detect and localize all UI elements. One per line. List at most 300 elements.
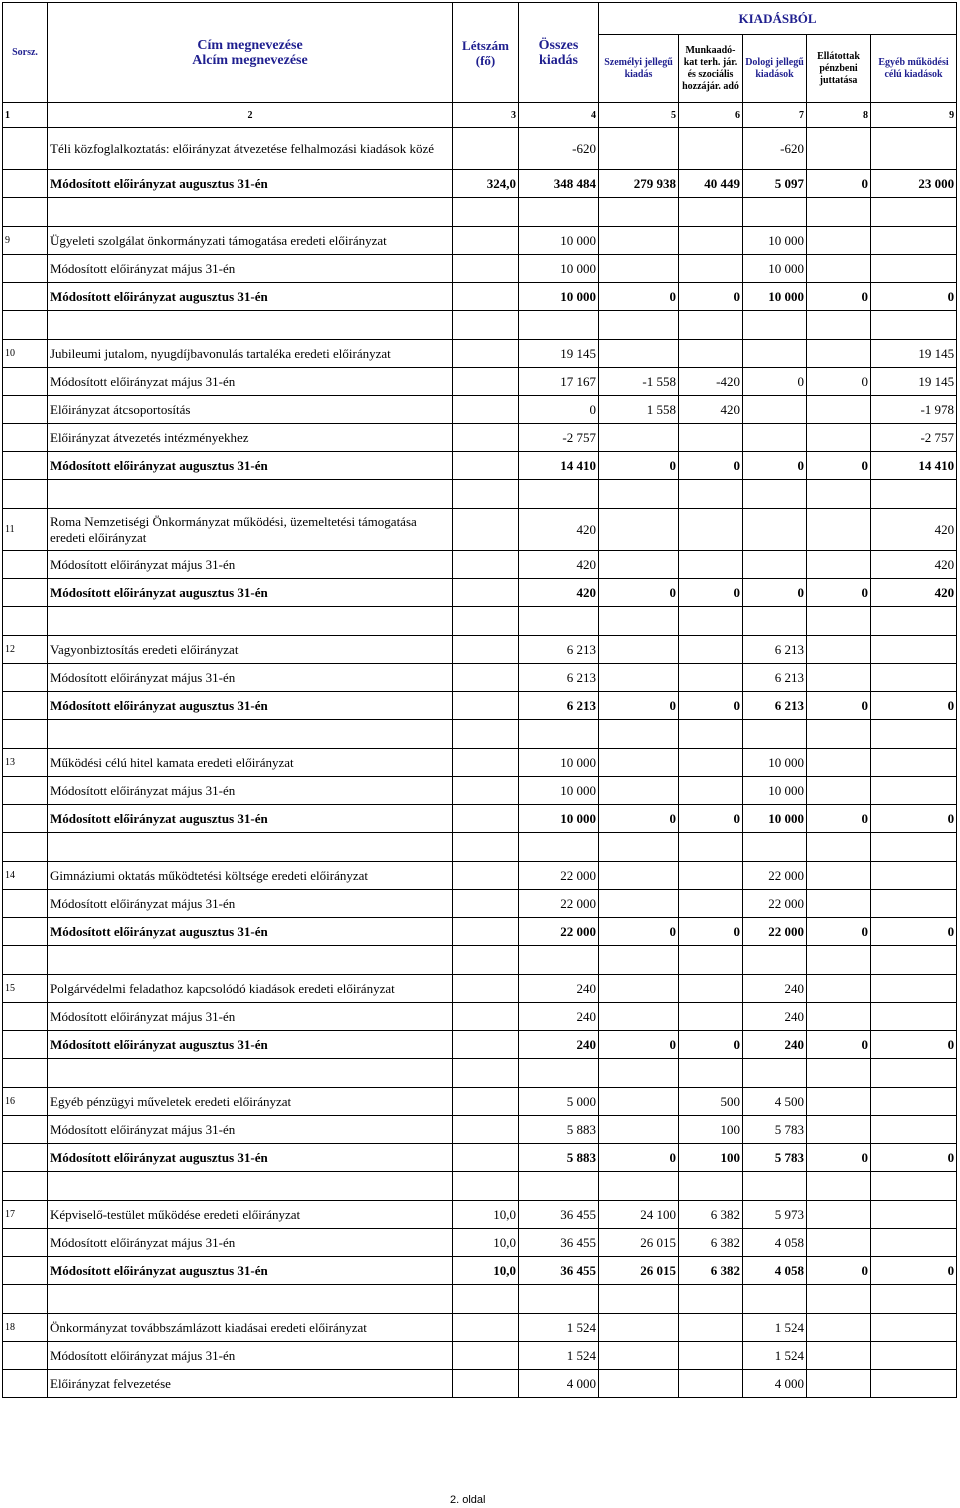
row-label: Módosított előirányzat május 31-én [48, 551, 453, 579]
empty-cell [3, 1172, 48, 1201]
sorsz-cell [3, 170, 48, 198]
empty-cell [3, 198, 48, 227]
ellatottak-cell: 0 [807, 283, 871, 311]
munkaado-cell [679, 424, 743, 452]
empty-cell [807, 1059, 871, 1088]
empty-cell [871, 1285, 957, 1314]
empty-cell [679, 720, 743, 749]
dologi-cell: 240 [743, 975, 807, 1003]
munkaado-cell: 100 [679, 1116, 743, 1144]
osszes-cell: 14 410 [519, 452, 599, 480]
dologi-cell: 5 783 [743, 1144, 807, 1172]
header-cim-line1: Cím megnevezése [197, 37, 303, 53]
szemelyi-cell: 0 [599, 805, 679, 833]
szemelyi-cell [599, 340, 679, 368]
munkaado-cell: 0 [679, 692, 743, 720]
sorsz-cell [3, 805, 48, 833]
empty-cell [599, 1172, 679, 1201]
szemelyi-cell [599, 777, 679, 805]
header-kiadasbol: KIADÁSBÓL [599, 3, 957, 35]
empty-cell [679, 198, 743, 227]
osszes-cell: 10 000 [519, 805, 599, 833]
szemelyi-cell [599, 551, 679, 579]
empty-cell [3, 946, 48, 975]
empty-cell [599, 720, 679, 749]
egyeb-cell [871, 227, 957, 255]
empty-cell [871, 833, 957, 862]
munkaado-cell [679, 1314, 743, 1342]
header-munkaado: Munkaadó-kat terh. jár. és szociális hozzájár. adó [679, 35, 743, 103]
munkaado-cell [679, 128, 743, 170]
empty-cell [519, 1172, 599, 1201]
osszes-cell: 36 455 [519, 1229, 599, 1257]
szemelyi-cell: 0 [599, 918, 679, 946]
letszam-cell [453, 509, 519, 551]
osszes-cell: 22 000 [519, 890, 599, 918]
dologi-cell: 4 058 [743, 1257, 807, 1285]
row-label: Roma Nemzetiségi Önkormányzat működési, üzemeltetési támogatása eredeti előirányzat [48, 509, 453, 551]
empty-cell [453, 1285, 519, 1314]
table-row [3, 1031, 957, 1059]
row-label: Módosított előirányzat május 31-én [48, 368, 453, 396]
row-label: Előirányzat felvezetése [48, 1370, 453, 1398]
empty-cell [48, 480, 453, 509]
munkaado-cell [679, 664, 743, 692]
col-number: 7 [743, 103, 807, 128]
header-sorsz: Sorsz. [3, 3, 48, 103]
egyeb-cell [871, 862, 957, 890]
header-letszam: Létszám (fő) [453, 3, 519, 103]
dologi-cell: 6 213 [743, 636, 807, 664]
munkaado-cell [679, 1342, 743, 1370]
spacer-row [3, 1059, 957, 1088]
letszam-cell [453, 1031, 519, 1059]
osszes-cell: 6 213 [519, 664, 599, 692]
egyeb-cell [871, 749, 957, 777]
letszam-cell [453, 551, 519, 579]
table-row [3, 396, 957, 424]
row-label: Módosított előirányzat május 31-én [48, 890, 453, 918]
row-label: Módosított előirányzat augusztus 31-én [48, 1031, 453, 1059]
row-label: Működési célú hitel kamata eredeti előirányzat [48, 749, 453, 777]
ellatottak-cell [807, 862, 871, 890]
table-row [3, 862, 957, 890]
osszes-cell: 420 [519, 579, 599, 607]
table-row [3, 227, 957, 255]
sorsz-cell [3, 890, 48, 918]
table-row [3, 551, 957, 579]
szemelyi-cell: 0 [599, 283, 679, 311]
letszam-cell: 10,0 [453, 1229, 519, 1257]
spacer-row [3, 607, 957, 636]
table-row [3, 1257, 957, 1285]
osszes-cell: 0 [519, 396, 599, 424]
osszes-cell: 5 000 [519, 1088, 599, 1116]
table-row [3, 368, 957, 396]
sorsz-cell [3, 1342, 48, 1370]
szemelyi-cell [599, 255, 679, 283]
table-row [3, 509, 957, 551]
egyeb-cell: 0 [871, 692, 957, 720]
row-label: Módosított előirányzat május 31-én [48, 1229, 453, 1257]
table-row [3, 255, 957, 283]
letszam-cell [453, 396, 519, 424]
sorsz-cell [3, 1116, 48, 1144]
egyeb-cell: 19 145 [871, 340, 957, 368]
empty-cell [519, 1059, 599, 1088]
header-ellatottak: Ellátottak pénzbeni juttatása [807, 35, 871, 103]
letszam-cell [453, 664, 519, 692]
empty-cell [743, 946, 807, 975]
empty-cell [519, 1285, 599, 1314]
osszes-cell: 5 883 [519, 1116, 599, 1144]
budget-table [2, 2, 957, 1398]
osszes-cell: 6 213 [519, 692, 599, 720]
empty-cell [3, 1285, 48, 1314]
col-number: 8 [807, 103, 871, 128]
empty-cell [453, 946, 519, 975]
dologi-cell: 4 500 [743, 1088, 807, 1116]
munkaado-cell: 500 [679, 1088, 743, 1116]
osszes-cell: 420 [519, 551, 599, 579]
letszam-cell [453, 749, 519, 777]
dologi-cell: 10 000 [743, 805, 807, 833]
dologi-cell [743, 551, 807, 579]
empty-cell [48, 311, 453, 340]
sorsz-cell [3, 1003, 48, 1031]
ellatottak-cell [807, 749, 871, 777]
szemelyi-cell [599, 890, 679, 918]
empty-cell [679, 607, 743, 636]
row-label: Módosított előirányzat augusztus 31-én [48, 452, 453, 480]
row-label: Módosított előirányzat május 31-én [48, 1342, 453, 1370]
header-row-top [3, 3, 957, 35]
letszam-cell [453, 636, 519, 664]
dologi-cell: 240 [743, 1003, 807, 1031]
letszam-cell [453, 1342, 519, 1370]
osszes-cell: 240 [519, 975, 599, 1003]
table-row [3, 1370, 957, 1398]
ellatottak-cell [807, 1342, 871, 1370]
egyeb-cell: 420 [871, 579, 957, 607]
egyeb-cell: 0 [871, 1144, 957, 1172]
row-label: Módosított előirányzat augusztus 31-én [48, 692, 453, 720]
sorsz-cell [3, 396, 48, 424]
ellatottak-cell [807, 227, 871, 255]
ellatottak-cell: 0 [807, 805, 871, 833]
osszes-cell: -2 757 [519, 424, 599, 452]
empty-cell [3, 1059, 48, 1088]
letszam-cell [453, 777, 519, 805]
empty-cell [599, 480, 679, 509]
empty-cell [599, 1285, 679, 1314]
letszam-cell [453, 1116, 519, 1144]
empty-cell [48, 946, 453, 975]
empty-cell [453, 198, 519, 227]
szemelyi-cell [599, 128, 679, 170]
col-number: 4 [519, 103, 599, 128]
ellatottak-cell [807, 509, 871, 551]
empty-cell [679, 1059, 743, 1088]
table-row [3, 636, 957, 664]
row-label: Módosított előirányzat május 31-én [48, 255, 453, 283]
egyeb-cell: 19 145 [871, 368, 957, 396]
letszam-cell [453, 255, 519, 283]
letszam-cell [453, 975, 519, 1003]
dologi-cell: 4 058 [743, 1229, 807, 1257]
osszes-cell: 4 000 [519, 1370, 599, 1398]
empty-cell [807, 311, 871, 340]
letszam-cell: 10,0 [453, 1257, 519, 1285]
szemelyi-cell [599, 664, 679, 692]
ellatottak-cell: 0 [807, 1144, 871, 1172]
table-row [3, 777, 957, 805]
szemelyi-cell [599, 1342, 679, 1370]
szemelyi-cell: 26 015 [599, 1257, 679, 1285]
egyeb-cell [871, 777, 957, 805]
dologi-cell: 1 524 [743, 1314, 807, 1342]
empty-cell [3, 833, 48, 862]
col-number: 6 [679, 103, 743, 128]
munkaado-cell: 100 [679, 1144, 743, 1172]
ellatottak-cell [807, 1088, 871, 1116]
ellatottak-cell [807, 424, 871, 452]
ellatottak-cell: 0 [807, 452, 871, 480]
ellatottak-cell: 0 [807, 368, 871, 396]
letszam-cell [453, 918, 519, 946]
munkaado-cell [679, 777, 743, 805]
szemelyi-cell: 0 [599, 452, 679, 480]
empty-cell [807, 833, 871, 862]
empty-cell [871, 311, 957, 340]
ellatottak-cell [807, 1229, 871, 1257]
munkaado-cell: 6 382 [679, 1229, 743, 1257]
ellatottak-cell: 0 [807, 1257, 871, 1285]
empty-cell [743, 311, 807, 340]
sorsz-cell [3, 579, 48, 607]
ellatottak-cell [807, 1003, 871, 1031]
empty-cell [807, 480, 871, 509]
letszam-cell [453, 890, 519, 918]
osszes-cell: 36 455 [519, 1201, 599, 1229]
empty-cell [743, 720, 807, 749]
dologi-cell: 0 [743, 579, 807, 607]
munkaado-cell [679, 227, 743, 255]
dologi-cell: 10 000 [743, 777, 807, 805]
empty-cell [807, 607, 871, 636]
dologi-cell: 5 097 [743, 170, 807, 198]
empty-cell [453, 1059, 519, 1088]
column-number-row [3, 103, 957, 128]
munkaado-cell [679, 551, 743, 579]
table-row [3, 805, 957, 833]
letszam-cell [453, 862, 519, 890]
szemelyi-cell: 0 [599, 579, 679, 607]
spacer-row [3, 1172, 957, 1201]
dologi-cell: 1 524 [743, 1342, 807, 1370]
szemelyi-cell: 26 015 [599, 1229, 679, 1257]
empty-cell [679, 1172, 743, 1201]
dologi-cell [743, 396, 807, 424]
row-label: Módosított előirányzat május 31-én [48, 664, 453, 692]
empty-cell [48, 607, 453, 636]
empty-cell [743, 1285, 807, 1314]
row-label: Előirányzat átvezetés intézményekhez [48, 424, 453, 452]
ellatottak-cell [807, 636, 871, 664]
empty-cell [599, 1059, 679, 1088]
letszam-cell [453, 1003, 519, 1031]
sorsz-cell: 17 [3, 1201, 48, 1229]
egyeb-cell: 23 000 [871, 170, 957, 198]
table-row [3, 170, 957, 198]
munkaado-cell [679, 749, 743, 777]
ellatottak-cell [807, 664, 871, 692]
empty-cell [871, 720, 957, 749]
letszam-cell [453, 1144, 519, 1172]
empty-cell [743, 480, 807, 509]
osszes-cell: 17 167 [519, 368, 599, 396]
row-label: Előirányzat átcsoportosítás [48, 396, 453, 424]
egyeb-cell [871, 1088, 957, 1116]
table-row [3, 664, 957, 692]
dologi-cell: 240 [743, 1031, 807, 1059]
empty-cell [679, 480, 743, 509]
empty-cell [453, 833, 519, 862]
dologi-cell: 0 [743, 452, 807, 480]
letszam-cell [453, 424, 519, 452]
dologi-cell: 10 000 [743, 227, 807, 255]
header-dologi: Dologi jellegű kiadások [743, 35, 807, 103]
dologi-cell: 10 000 [743, 255, 807, 283]
szemelyi-cell [599, 1088, 679, 1116]
szemelyi-cell [599, 424, 679, 452]
egyeb-cell: -2 757 [871, 424, 957, 452]
empty-cell [453, 607, 519, 636]
egyeb-cell [871, 975, 957, 1003]
spacer-row [3, 1285, 957, 1314]
egyeb-cell: 0 [871, 1257, 957, 1285]
sorsz-cell [3, 1229, 48, 1257]
sorsz-cell: 14 [3, 862, 48, 890]
col-number: 5 [599, 103, 679, 128]
spacer-row [3, 946, 957, 975]
sorsz-cell [3, 424, 48, 452]
empty-cell [599, 833, 679, 862]
munkaado-cell: 0 [679, 805, 743, 833]
empty-cell [743, 1172, 807, 1201]
ellatottak-cell: 0 [807, 579, 871, 607]
szemelyi-cell: 1 558 [599, 396, 679, 424]
sorsz-cell [3, 452, 48, 480]
sorsz-cell: 12 [3, 636, 48, 664]
osszes-cell: 10 000 [519, 283, 599, 311]
empty-cell [48, 1285, 453, 1314]
munkaado-cell: 6 382 [679, 1257, 743, 1285]
empty-cell [3, 480, 48, 509]
sorsz-cell [3, 368, 48, 396]
osszes-cell: 36 455 [519, 1257, 599, 1285]
letszam-cell [453, 692, 519, 720]
table-row [3, 1116, 957, 1144]
sorsz-cell [3, 1257, 48, 1285]
dologi-cell: 6 213 [743, 664, 807, 692]
empty-cell [743, 607, 807, 636]
szemelyi-cell [599, 975, 679, 1003]
row-label: Gimnáziumi oktatás működtetési költsége eredeti előirányzat [48, 862, 453, 890]
sorsz-cell: 9 [3, 227, 48, 255]
munkaado-cell [679, 975, 743, 1003]
osszes-cell: 1 524 [519, 1342, 599, 1370]
dologi-cell: 10 000 [743, 283, 807, 311]
table-row [3, 579, 957, 607]
dologi-cell: 0 [743, 368, 807, 396]
osszes-cell: 22 000 [519, 862, 599, 890]
letszam-cell: 324,0 [453, 170, 519, 198]
dologi-cell: 10 000 [743, 749, 807, 777]
letszam-cell [453, 579, 519, 607]
table-row [3, 283, 957, 311]
table-row [3, 1342, 957, 1370]
szemelyi-cell: 279 938 [599, 170, 679, 198]
header-cim-line2: Alcím megnevezése [192, 52, 308, 68]
col-number: 3 [453, 103, 519, 128]
empty-cell [679, 1285, 743, 1314]
empty-cell [807, 946, 871, 975]
munkaado-cell [679, 340, 743, 368]
empty-cell [453, 480, 519, 509]
dologi-cell: 4 000 [743, 1370, 807, 1398]
munkaado-cell [679, 636, 743, 664]
table-row [3, 749, 957, 777]
letszam-cell [453, 340, 519, 368]
osszes-cell: -620 [519, 128, 599, 170]
sorsz-cell [3, 918, 48, 946]
empty-cell [519, 946, 599, 975]
table-row [3, 1201, 957, 1229]
row-label: Módosított előirányzat augusztus 31-én [48, 283, 453, 311]
dologi-cell [743, 340, 807, 368]
empty-cell [599, 311, 679, 340]
ellatottak-cell [807, 1116, 871, 1144]
empty-cell [679, 311, 743, 340]
sorsz-cell [3, 777, 48, 805]
table-row [3, 918, 957, 946]
munkaado-cell [679, 255, 743, 283]
ellatottak-cell [807, 1314, 871, 1342]
empty-cell [48, 198, 453, 227]
munkaado-cell: 0 [679, 452, 743, 480]
egyeb-cell: 0 [871, 805, 957, 833]
header-szemelyi: Személyi jellegű kiadás [599, 35, 679, 103]
col-number: 2 [48, 103, 453, 128]
munkaado-cell: 0 [679, 918, 743, 946]
empty-cell [453, 311, 519, 340]
row-label: Módosított előirányzat május 31-én [48, 1003, 453, 1031]
egyeb-cell: 0 [871, 918, 957, 946]
empty-cell [453, 1172, 519, 1201]
szemelyi-cell [599, 1370, 679, 1398]
sorsz-cell [3, 1031, 48, 1059]
empty-cell [48, 833, 453, 862]
empty-cell [679, 946, 743, 975]
table-row [3, 975, 957, 1003]
letszam-cell [453, 1088, 519, 1116]
empty-cell [871, 1059, 957, 1088]
szemelyi-cell [599, 749, 679, 777]
row-label: Módosított előirányzat augusztus 31-én [48, 579, 453, 607]
empty-cell [3, 311, 48, 340]
empty-cell [48, 1172, 453, 1201]
